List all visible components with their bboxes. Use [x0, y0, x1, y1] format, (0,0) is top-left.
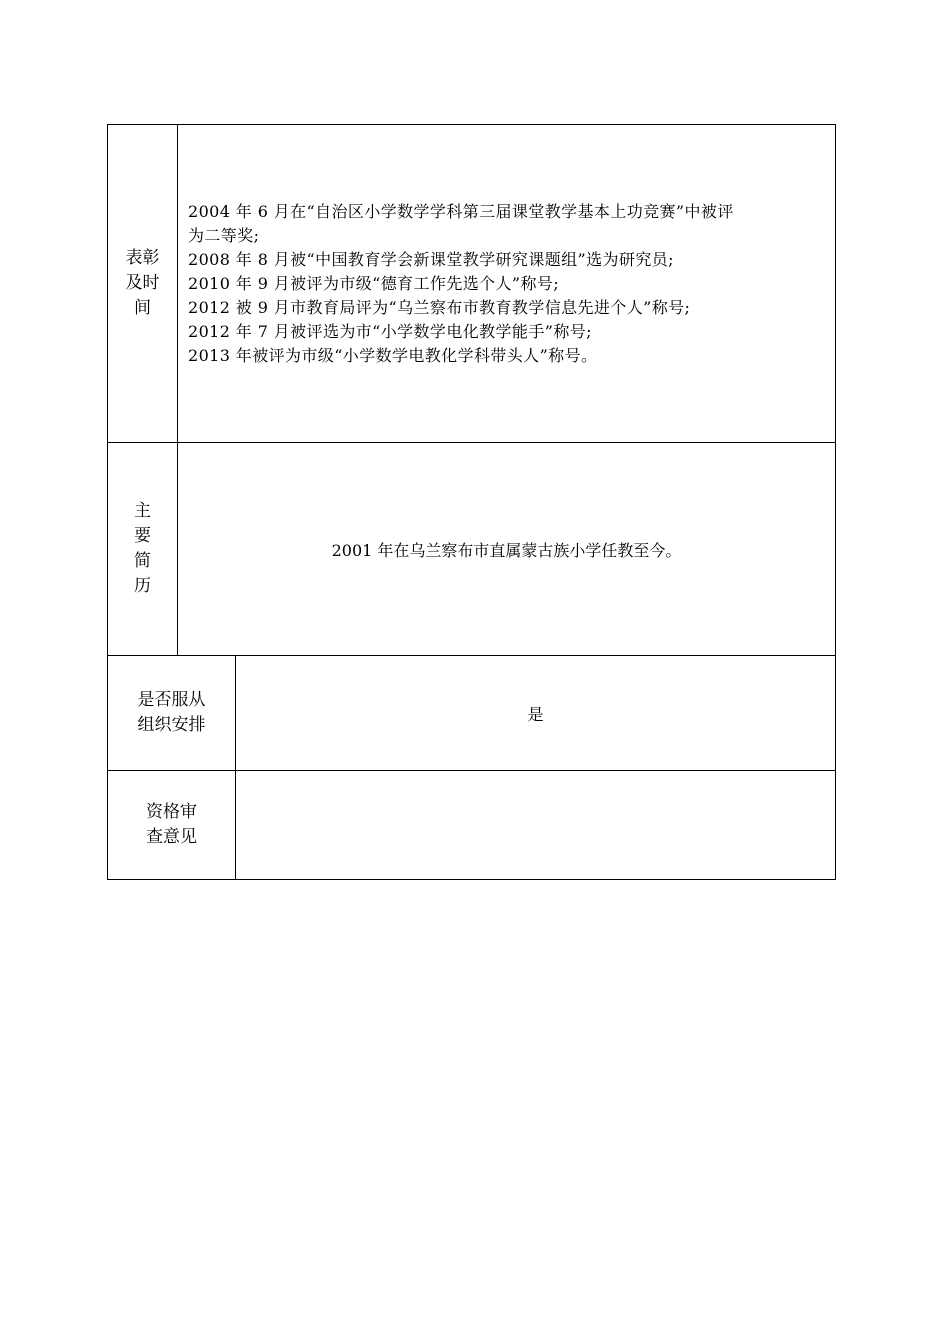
resume-label: 主 要 简 历	[108, 443, 178, 656]
awards-content	[178, 125, 836, 443]
award-line: 为二等奖;	[188, 225, 260, 245]
resume-row	[108, 443, 836, 656]
qualification-review-value[interactable]	[236, 771, 836, 880]
qualification-review-row	[108, 771, 836, 880]
award-line: 2012 年 7 月被评选为市“小学数学电化教学能手”称号;	[188, 321, 592, 341]
award-line: 2004 年 6 月在“自治区小学数学学科第三届课堂教学基本上功竞赛”中被评	[188, 201, 734, 221]
awards-row	[108, 125, 836, 443]
awards-label: 表彰 及时 间	[108, 125, 178, 443]
award-line: 2008 年 8 月被“中国教育学会新课堂教学研究课题组”选为研究员;	[188, 249, 674, 269]
qualification-review-label: 资格审 查意见	[108, 771, 236, 880]
obey-arrangement-label: 是否服从 组织安排	[108, 656, 236, 771]
award-line: 2013 年被评为市级“小学数学电教化学科带头人”称号。	[188, 345, 598, 365]
application-form-table	[107, 124, 836, 880]
obey-arrangement-value[interactable]: 是	[236, 656, 836, 771]
award-line: 2010 年 9 月被评为市级“德育工作先选个人”称号;	[188, 273, 560, 293]
obey-arrangement-row	[108, 656, 836, 771]
award-line: 2012 被 9 月市教育局评为“乌兰察布市教育教学信息先进个人”称号;	[188, 297, 691, 317]
resume-content: 2001 年在乌兰察布市直属蒙古族小学任教至今。	[178, 443, 836, 656]
